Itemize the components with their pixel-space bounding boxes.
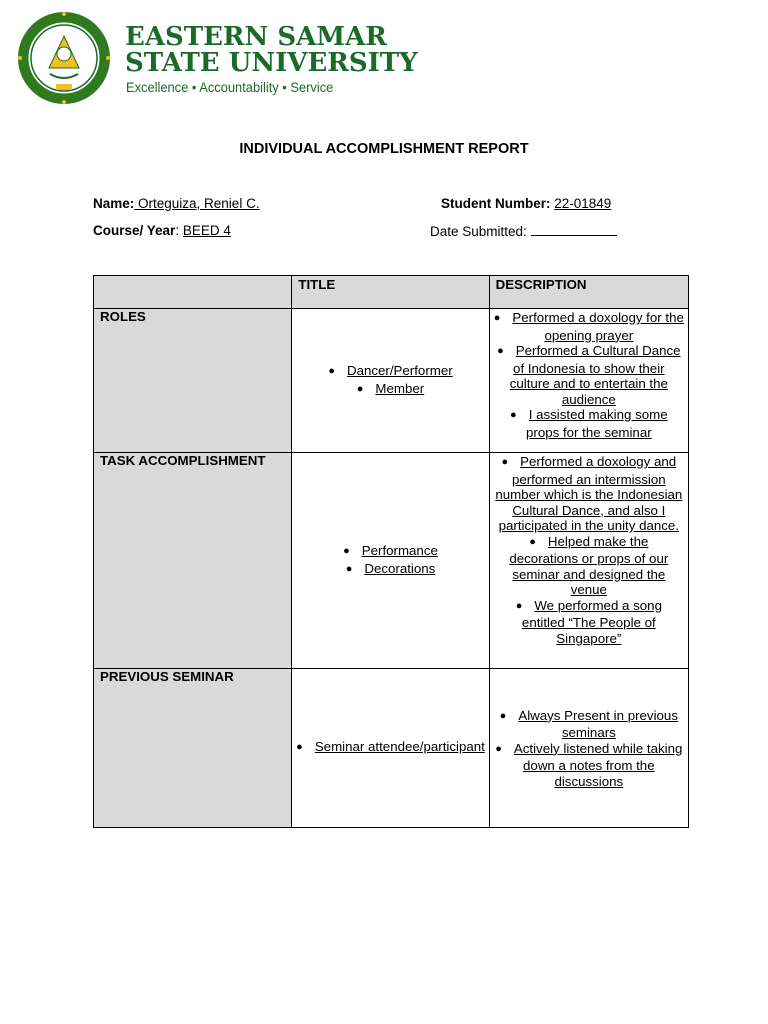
row-label: PREVIOUS SEMINAR (94, 669, 292, 828)
course-separator: : (175, 223, 180, 238)
table-row-roles (94, 309, 689, 453)
university-name-line2: STATE UNIVERSITY (125, 48, 418, 78)
title-list (292, 363, 488, 398)
header-title: TITLE (292, 276, 489, 309)
list-item: ● Decorations (292, 561, 488, 579)
accomplishment-table (93, 275, 689, 828)
description-list (494, 708, 684, 790)
table-row-previous-seminar (94, 669, 689, 828)
header-description: DESCRIPTION (489, 276, 688, 309)
list-item: ● Always Present in previous seminars (494, 708, 684, 741)
list-item: ● Helped make the decorations or props of our seminar and designed the venue (494, 534, 684, 598)
description-cell (489, 309, 688, 453)
student-number-field (441, 196, 611, 211)
title-cell (292, 453, 489, 669)
list-item: ● Member (292, 381, 488, 399)
name-value: Orteguiza, Reniel C. (134, 196, 260, 211)
list-item: ● Performed a Cultural Dance of Indonesia to show their culture and to entertain the audience (494, 343, 684, 407)
title-list (292, 739, 488, 757)
title-cell (292, 669, 489, 828)
description-cell (489, 453, 688, 669)
title-cell (292, 309, 489, 453)
report-title: INDIVIDUAL ACCOMPLISHMENT REPORT (239, 141, 529, 157)
university-name-line1: EASTERN SAMAR (125, 22, 387, 52)
row-label: ROLES (94, 309, 292, 453)
table-row-task-accomplishment (94, 453, 689, 669)
student-number-value: 22-01849 (554, 196, 612, 211)
list-item: ● Actively listened while taking down a notes from the discussions (494, 741, 684, 790)
list-item: ● Performed a doxology for the opening prayer (494, 310, 684, 343)
row-label: TASK ACCOMPLISHMENT (94, 453, 292, 669)
list-item: ● Seminar attendee/participant (292, 739, 488, 757)
description-list (494, 310, 684, 440)
list-item: ● We performed a song entitled “The People of Singapore” (494, 598, 684, 647)
student-number-label: Student Number: (441, 196, 551, 211)
university-tagline: Excellence • Accountability • Service (126, 79, 334, 95)
description-cell (489, 669, 688, 828)
list-item: ● Performed a doxology and performed an intermission number which is the Indonesian Cultural Dance, and also I participated in the unity dance. (494, 454, 684, 534)
list-item: ● I assisted making some props for the seminar (494, 407, 684, 440)
date-submitted-label: Date Submitted: (430, 224, 527, 239)
university-seal-logo (16, 10, 112, 106)
course-label: Course/ Year (93, 223, 176, 238)
description-list (494, 454, 684, 646)
list-item: ● Dancer/Performer (292, 363, 488, 381)
table-header-row (94, 276, 689, 309)
name-field (93, 196, 260, 211)
course-year-field (93, 223, 231, 238)
university-header (16, 10, 418, 106)
date-submitted-field (430, 223, 617, 239)
course-value: BEED 4 (182, 223, 231, 238)
date-submitted-blank (531, 223, 617, 236)
header-empty-cell (94, 276, 292, 309)
title-list (292, 543, 488, 578)
name-label: Name: (93, 196, 135, 211)
list-item: ● Performance (292, 543, 488, 561)
